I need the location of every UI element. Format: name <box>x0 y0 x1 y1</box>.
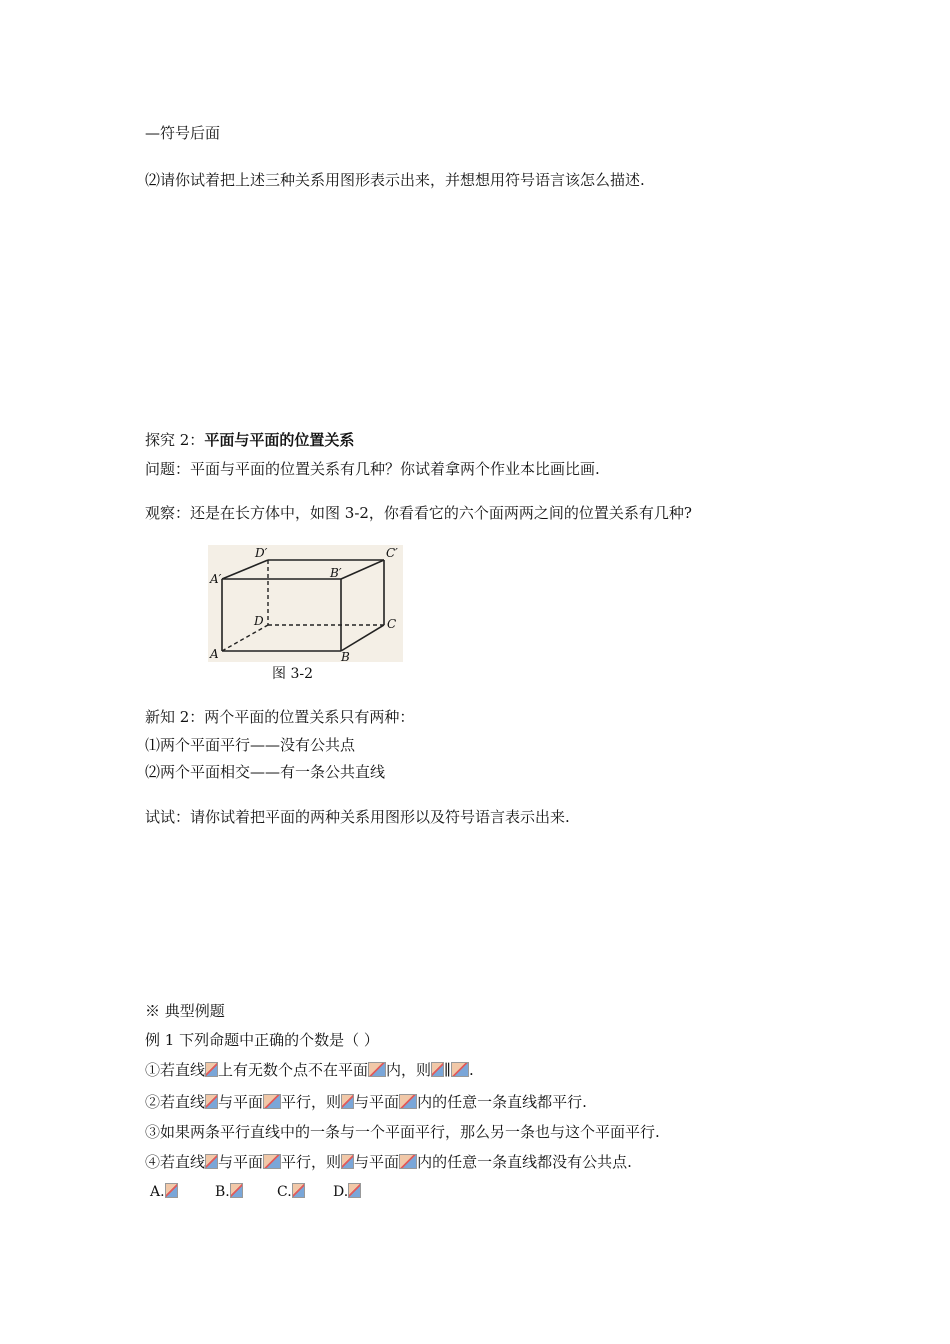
section-heading-explore-2 <box>145 430 354 450</box>
answer-image-icon <box>292 1183 305 1198</box>
line-symbol-icon <box>431 1062 444 1077</box>
label-a: A <box>210 647 219 661</box>
option-c[interactable]: C. <box>277 1183 305 1200</box>
observe-text: 观察：还是在长方体中，如图 3-2，你看看它的六个面两两之间的位置关系有几种? <box>145 504 692 522</box>
figure-caption: 图 3-2 <box>272 666 313 682</box>
plane-symbol-icon <box>451 1062 469 1077</box>
text-line-draw-relations: ⑵请你试着把上述三种关系用图形表示出来，并想想用符号语言该怎么描述. <box>145 171 645 189</box>
label-c: C <box>387 617 397 631</box>
line-symbol-icon <box>205 1062 218 1077</box>
statement-4: ④若直线 与平面 平行，则 与平面 内的任意一条直线都没有公共点. <box>145 1153 632 1171</box>
statement-2: ②若直线 与平面 平行，则 与平面 内的任意一条直线都平行. <box>145 1093 587 1111</box>
plane-symbol-icon <box>263 1094 281 1109</box>
plane-symbol-icon <box>399 1154 417 1169</box>
explore-2-title: 平面与平面的位置关系 <box>204 431 355 449</box>
cuboid-diagram <box>208 545 403 662</box>
line-symbol-icon <box>341 1154 354 1169</box>
answer-image-icon <box>230 1183 243 1198</box>
text-line-symbol-after: —符号后面 <box>145 124 221 142</box>
typical-examples-heading: ※ 典型例题 <box>145 1002 225 1020</box>
try-text: 试试：请你试着把平面的两种关系用图形以及符号语言表示出来. <box>145 808 570 826</box>
question-text: 问题：平面与平面的位置关系有几种？你试着拿两个作业本比画比画. <box>145 460 600 478</box>
option-d[interactable]: D. <box>333 1183 361 1200</box>
plane-symbol-icon <box>263 1154 281 1169</box>
explore-2-prefix: 探究 2： <box>145 431 205 449</box>
plane-symbol-icon <box>399 1094 417 1109</box>
cuboid-figure <box>208 545 403 662</box>
edge-a1d1 <box>222 560 268 579</box>
edge-b1c1 <box>341 560 384 579</box>
option-a[interactable]: A. <box>150 1183 178 1200</box>
edge-bc <box>341 625 384 651</box>
plane-symbol-icon <box>368 1062 386 1077</box>
label-d1: D′ <box>255 546 268 560</box>
answer-image-icon <box>348 1183 361 1198</box>
statement-1: ①若直线 上有无数个点不在平面 内，则 ∥ . <box>145 1061 474 1079</box>
label-c1: C′ <box>386 546 398 560</box>
label-b1: B′ <box>330 566 342 580</box>
label-a1: A′ <box>210 572 222 586</box>
relation-parallel: ⑴两个平面平行——没有公共点 <box>145 736 356 754</box>
line-symbol-icon <box>205 1094 218 1109</box>
line-symbol-icon <box>205 1154 218 1169</box>
option-b[interactable]: B. <box>215 1183 243 1200</box>
answer-image-icon <box>165 1183 178 1198</box>
edge-ad-hidden <box>222 625 268 651</box>
label-d: D <box>254 614 264 628</box>
new-knowledge-2: 新知 2：两个平面的位置关系只有两种： <box>145 708 415 726</box>
example-1-question: 例 1 下列命题中正确的个数是（ ） <box>145 1031 379 1049</box>
statement-3: ③如果两条平行直线中的一条与一个平面平行，那么另一条也与这个平面平行. <box>145 1123 660 1141</box>
line-symbol-icon <box>341 1094 354 1109</box>
relation-intersect: ⑵两个平面相交——有一条公共直线 <box>145 763 386 781</box>
label-b: B <box>341 650 350 662</box>
